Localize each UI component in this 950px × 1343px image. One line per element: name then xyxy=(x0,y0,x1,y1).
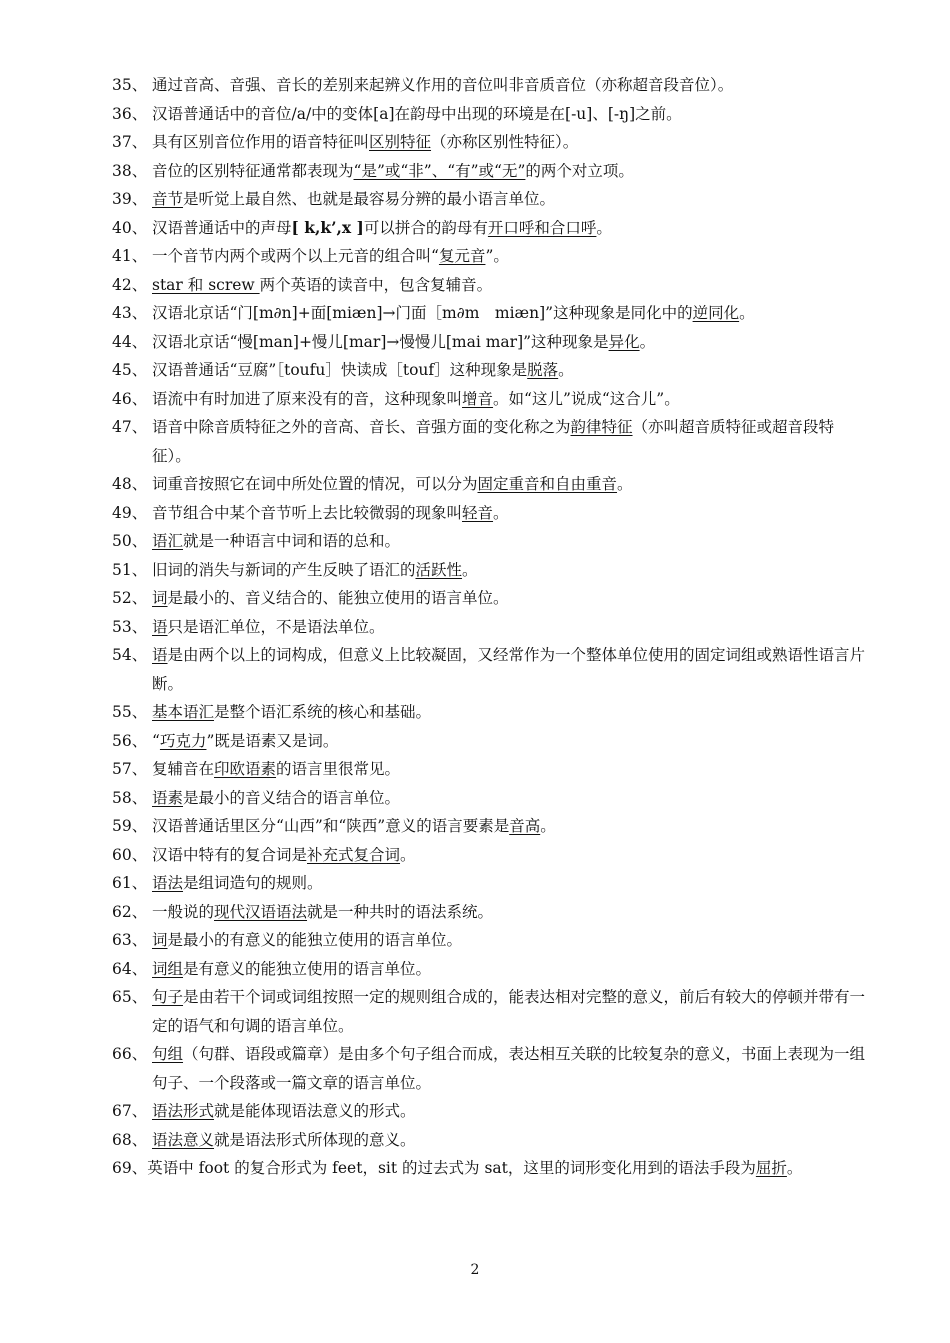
item-text: ”既是语素又是词。 xyxy=(206,731,339,750)
item-text: 汉语北京话“慢[man]+慢儿[mar]→慢慢儿[mai mar]”这种现象是 xyxy=(152,332,609,351)
item-text: 。 xyxy=(558,361,574,379)
answer-text: 语素 xyxy=(152,788,184,807)
item-text: 复辅音在 xyxy=(152,760,215,778)
item-text: 就是语法形式所体现的意义。 xyxy=(214,1130,416,1149)
item-text: 具有区别音位作用的语音特征叫 xyxy=(152,133,370,151)
item-text: 就是一种共时的语法系统。 xyxy=(307,902,494,921)
item-text: 可以拼合的韵母有 xyxy=(363,218,488,237)
item-number: 45、 xyxy=(112,361,148,379)
item-text: 语流中有时加进了原来没有的音，这种现象叫 xyxy=(152,389,463,408)
answer-text: 句组 xyxy=(152,1045,184,1063)
list-item xyxy=(112,584,872,613)
item-text: “ xyxy=(152,731,160,750)
list-item xyxy=(112,841,872,870)
item-text: 是整个语汇系统的核心和基础。 xyxy=(214,703,432,721)
list-item xyxy=(112,242,872,271)
item-text: 语音中除音质特征之外的音高、音长、音强方面的变化称之为 xyxy=(152,418,571,436)
list-item xyxy=(112,955,872,984)
item-text: 。 xyxy=(493,503,509,522)
item-number: 57、 xyxy=(112,760,148,778)
answer-text: 现代汉语语法 xyxy=(214,902,308,921)
list-item xyxy=(112,356,872,385)
item-number: 48、 xyxy=(112,475,148,493)
answer-text: 语法形式 xyxy=(152,1102,215,1120)
item-number: 36、 xyxy=(112,104,148,123)
answer-text: 语法意义 xyxy=(152,1130,215,1149)
list-item xyxy=(112,784,872,813)
answer-text: 句子 xyxy=(152,988,184,1006)
answer-text: 增音 xyxy=(462,389,494,408)
list-item xyxy=(112,157,872,186)
item-number: 51、 xyxy=(112,560,148,579)
answer-text: 语汇 xyxy=(152,532,184,550)
item-text: 的语言里很常见。 xyxy=(276,760,401,778)
item-number: 43、 xyxy=(112,304,148,322)
item-text: 。 xyxy=(639,332,656,351)
answer-text: 音节 xyxy=(152,190,184,208)
answer-text: 语 xyxy=(152,617,168,636)
list-item xyxy=(112,527,872,556)
item-number: 42、 xyxy=(112,275,148,294)
item-text: 是由两个以上的词构成，但意义上比较凝固，又经常作为一个整体单位使用的固定词组或熟语性语言片断。 xyxy=(152,646,866,693)
item-text: 汉语中特有的复合词是 xyxy=(152,845,308,864)
item-number: 40、 xyxy=(112,218,148,237)
list-item xyxy=(112,983,872,1040)
list-item xyxy=(112,299,872,328)
answer-text: 语 xyxy=(152,646,168,664)
item-text: 。 xyxy=(739,304,755,322)
item-text: 音节组合中某个音节听上去比较微弱的现象叫 xyxy=(152,503,463,522)
item-text: 。 xyxy=(596,218,612,237)
item-text: 两个英语的读音中，包含复辅音。 xyxy=(259,275,493,294)
item-number: 46、 xyxy=(112,389,148,408)
item-text: 汉语普通话“豆腐”［toufu］快读成［touf］这种现象是 xyxy=(152,361,528,379)
list-item xyxy=(112,1040,872,1097)
answer-text: 补充式复合词 xyxy=(307,845,401,864)
list-item xyxy=(112,214,872,243)
item-number: 63、 xyxy=(112,931,148,949)
list-item xyxy=(112,470,872,499)
item-text: 汉语北京话“门[m∂n]+面[miæn]→门面［m∂m miæn]”这种现象是同化中的 xyxy=(152,304,693,322)
item-text: 一般说的 xyxy=(152,902,215,921)
item-text: 是最小的、音义结合的、能独立使用的语言单位。 xyxy=(167,589,509,607)
list-item xyxy=(112,898,872,927)
list-item xyxy=(112,869,872,898)
answer-text: 词 xyxy=(152,589,168,607)
item-number: 50、 xyxy=(112,532,148,550)
list-item xyxy=(112,1097,872,1126)
item-text: （亦叫超音质特征或超音段特征）。 xyxy=(152,418,835,465)
answer-text: 轻音 xyxy=(462,503,494,522)
item-text: （句群、语段或篇章）是由多个句子组合而成，表达相互关联的比较复杂的意义，书面上表现为一组句子、一个段落或一篇文章的语言单位。 xyxy=(152,1045,866,1092)
item-text: 是最小的音义结合的语言单位。 xyxy=(183,788,401,807)
item-number: 56、 xyxy=(112,731,148,750)
answer-text: 屈折 xyxy=(755,1159,787,1177)
item-number: 44、 xyxy=(112,332,148,351)
answer-text: 异化 xyxy=(608,332,640,351)
list-item xyxy=(112,1154,872,1183)
item-text: 英语中 foot 的复合形式为 feet，sit 的过去式为 sat，这里的词形变化用到的语法手段为 xyxy=(147,1159,756,1177)
answer-text: 固定重音和自由重音 xyxy=(477,475,618,493)
item-text: 。 xyxy=(786,1159,803,1177)
list-item xyxy=(112,100,872,129)
answer-text: 基本语汇 xyxy=(152,703,215,721)
item-number: 52、 xyxy=(112,589,148,607)
list-item xyxy=(112,1126,872,1155)
item-text: 。 xyxy=(540,817,556,835)
item-number: 69、 xyxy=(112,1159,148,1177)
answer-text: 韵律特征 xyxy=(570,418,633,436)
list-item xyxy=(112,812,872,841)
item-number: 55、 xyxy=(112,703,148,721)
item-number: 66、 xyxy=(112,1045,148,1063)
item-text: 词重音按照它在词中所处位置的情况，可以分为 xyxy=(152,475,478,493)
item-number: 47、 xyxy=(112,418,148,436)
answer-text: 脱落 xyxy=(527,361,559,379)
list-item xyxy=(112,499,872,528)
answer-text: 复元音 xyxy=(438,247,486,265)
item-number: 64、 xyxy=(112,959,148,978)
item-text: 通过音高、音强、音长的差别来起辨义作用的音位叫非音质音位（亦称超音段音位）。 xyxy=(152,76,734,94)
item-number: 37、 xyxy=(112,133,148,151)
item-number: 62、 xyxy=(112,902,148,921)
list-item xyxy=(112,328,872,357)
answer-text: star 和 screw xyxy=(152,275,260,294)
list-item xyxy=(112,413,872,470)
item-text: 是组词造句的规则。 xyxy=(183,874,323,892)
item-text: [ k,k’,x ] xyxy=(291,217,364,237)
item-text: 一个音节内两个或两个以上元音的组合叫“ xyxy=(152,247,439,265)
item-number: 38、 xyxy=(112,161,148,180)
answer-text: 词 xyxy=(152,931,168,949)
item-text: 。 xyxy=(617,475,633,493)
item-text: 汉语普通话中的声母 xyxy=(152,218,292,237)
answer-text: 逆同化 xyxy=(692,304,740,322)
item-text: 是最小的有意义的能独立使用的语言单位。 xyxy=(167,931,463,949)
item-number: 59、 xyxy=(112,817,148,835)
item-text: 只是语汇单位，不是语法单位。 xyxy=(167,617,385,636)
question-list xyxy=(112,71,872,1183)
list-item xyxy=(112,755,872,784)
list-item xyxy=(112,385,872,414)
answer-text: 词组 xyxy=(152,959,184,978)
list-item xyxy=(112,185,872,214)
item-number: 68、 xyxy=(112,1130,148,1149)
item-text: 是有意义的能独立使用的语言单位。 xyxy=(183,959,432,978)
item-number: 54、 xyxy=(112,646,148,664)
item-text: 音位的区别特征通常都表现为 xyxy=(152,161,354,180)
answer-text: 印欧语素 xyxy=(214,760,277,778)
item-text: 旧词的消失与新词的产生反映了语汇的 xyxy=(152,560,416,579)
item-text: 汉语普通话中的音位/a/中的变体[a]在韵母中出现的环境是在[-u]、[-ŋ]之前。 xyxy=(152,104,682,123)
item-text: ”。 xyxy=(485,247,509,265)
item-text: 的两个对立项。 xyxy=(525,161,634,180)
list-item xyxy=(112,698,872,727)
item-text: 。 xyxy=(400,845,416,864)
item-text: （亦称区别性特征）。 xyxy=(431,133,579,151)
item-number: 58、 xyxy=(112,788,148,807)
answer-text: 音高 xyxy=(509,817,541,835)
item-number: 41、 xyxy=(112,247,148,265)
answer-text: 活跃性 xyxy=(415,560,463,579)
list-item xyxy=(112,71,872,100)
item-number: 39、 xyxy=(112,190,148,208)
item-number: 65、 xyxy=(112,988,148,1006)
answer-text: 开口呼和合口呼 xyxy=(487,218,597,237)
list-item xyxy=(112,556,872,585)
item-number: 49、 xyxy=(112,503,148,522)
list-item xyxy=(112,613,872,642)
list-item xyxy=(112,926,872,955)
answer-text: 语法 xyxy=(152,874,184,892)
page-number: 2 xyxy=(470,1262,480,1278)
answer-text: 区别特征 xyxy=(369,133,432,151)
answer-text: “是”或“非”、“有”或“无” xyxy=(353,161,526,180)
item-text: 。如“这儿”说成“这合儿”。 xyxy=(493,389,680,408)
list-item xyxy=(112,271,872,300)
item-text: 是由若干个词或词组按照一定的规则组合成的，能表达相对完整的意义，前后有较大的停顿并带有一定的语气和句调的语言单位。 xyxy=(152,988,866,1035)
item-number: 67、 xyxy=(112,1102,148,1120)
item-number: 60、 xyxy=(112,845,148,864)
list-item xyxy=(112,641,872,698)
item-number: 35、 xyxy=(112,76,148,94)
item-number: 61、 xyxy=(112,874,148,892)
item-text: 。 xyxy=(462,560,478,579)
item-text: 汉语普通话里区分“山西”和“陕西”意义的语言要素是 xyxy=(152,817,510,835)
item-number: 53、 xyxy=(112,617,148,636)
list-item xyxy=(112,128,872,157)
item-text: 就是能体现语法意义的形式。 xyxy=(214,1102,416,1120)
list-item xyxy=(112,727,872,756)
item-text: 是听觉上最自然、也就是最容易分辨的最小语言单位。 xyxy=(183,190,556,208)
item-text: 就是一种语言中词和语的总和。 xyxy=(183,532,401,550)
answer-text: 巧克力 xyxy=(159,731,207,750)
